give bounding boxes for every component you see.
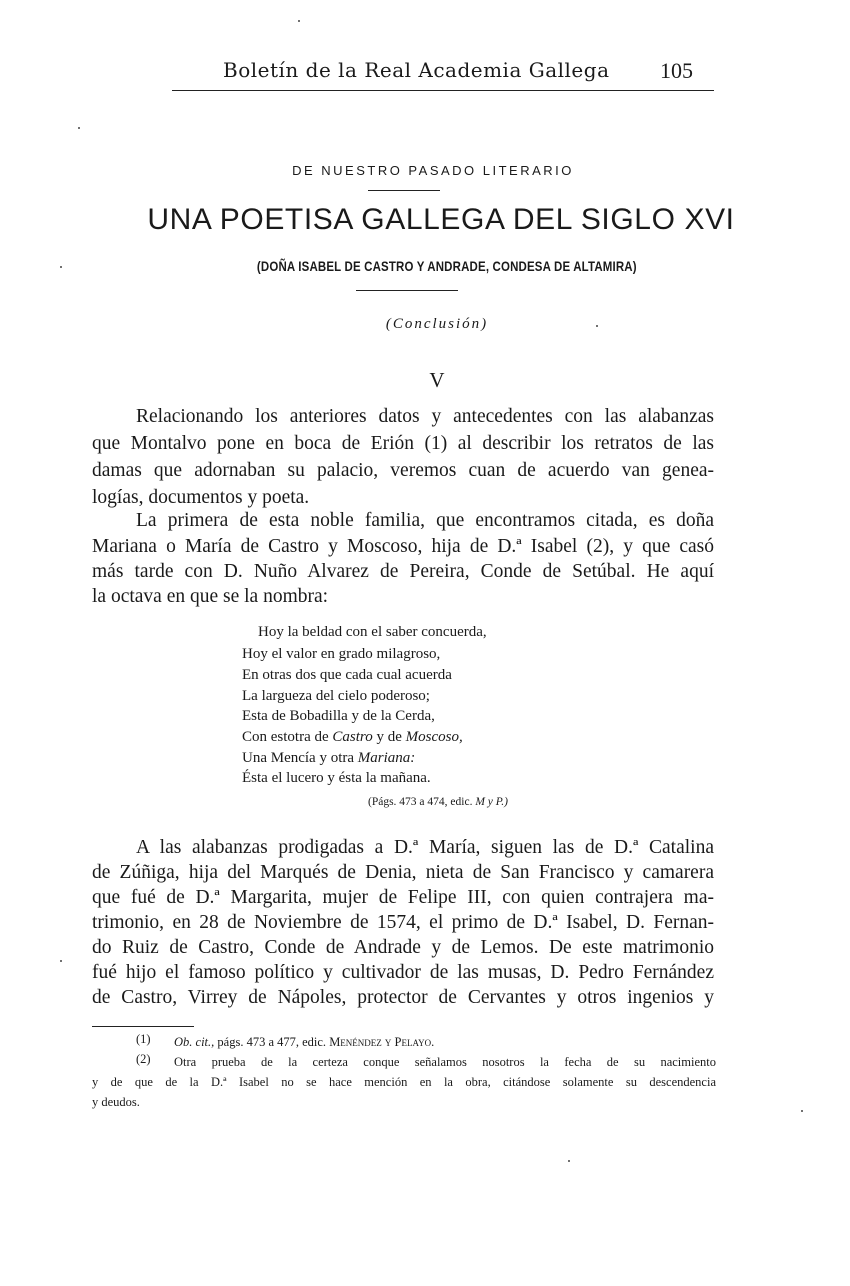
scan-speck <box>801 1110 803 1112</box>
scan-speck <box>78 127 80 129</box>
section-label: DE NUESTRO PASADO LITERARIO <box>292 163 574 178</box>
section-divider <box>368 190 440 191</box>
article-title: UNA POETISA GALLEGA DEL SIGLO XVI <box>147 203 735 236</box>
text-line: que Montalvo pone en boca de Erión (1) al describir los retratos de las <box>92 433 714 454</box>
verse-line: Hoy el valor en grado milagroso, <box>242 646 441 662</box>
text-line: Relacionando los anteriores datos y antecedentes con las alabanzas <box>136 406 714 427</box>
text-line: la octava en que se la nombra: <box>92 586 329 607</box>
verse-text: Con estotra de <box>242 729 333 745</box>
footnote-rule <box>92 1026 194 1027</box>
verse-line: Hoy la beldad con el saber concuerda, <box>258 624 487 640</box>
citation-italic: M y P.) <box>475 796 509 808</box>
article-subtitle: (DOÑA ISABEL DE CASTRO Y ANDRADE, CONDESA DE ALTAMIRA) <box>256 258 637 274</box>
scan-speck <box>596 325 598 327</box>
title-divider <box>356 290 458 291</box>
footnote-2-line: Otra prueba de la certeza conque señalamos nosotros la fecha de su nacimiento <box>174 1055 716 1069</box>
footnote-text: págs. 473 a 477, edic. <box>214 1035 330 1049</box>
text-line: La primera de esta noble familia, que encontramos citada, es doña <box>136 510 714 531</box>
verse-line: En otras dos que cada cual acuerda <box>242 667 452 683</box>
journal-title: Boletín de la Real Academia Gallega <box>223 58 610 82</box>
text-line: que fué de D.ª Margarita, mujer de Felipe III, con quien contrajera ma- <box>92 887 714 908</box>
running-header <box>0 52 850 92</box>
text-line: de Castro, Virrey de Nápoles, protector de Cervantes y otros ingenios y <box>92 987 714 1008</box>
text-line: Mariana o María de Castro y Moscoso, hija de D.ª Isabel (2), y que casó <box>92 536 714 557</box>
scan-speck <box>568 1160 570 1162</box>
text-line: de Zúñiga, hija del Marqués de Denia, nieta de San Francisco y camarera <box>92 862 714 883</box>
text-line: logías, documentos y poeta. <box>92 487 310 508</box>
text-line: do Ruiz de Castro, Conde de Andrade y de Lemos. De este matrimonio <box>92 937 714 958</box>
text-line: fué hijo el famoso político y cultivador de las musas, D. Pedro Fernández <box>92 962 714 983</box>
text-line: damas que adornaban su palacio, veremos cuan de acuerdo van genea- <box>92 460 714 481</box>
scan-speck <box>298 20 300 22</box>
footnote-citation: Ob. cit., <box>174 1035 215 1049</box>
footnote-mark: (2) <box>136 1052 151 1066</box>
continuation-note: (Conclusión) <box>385 316 489 332</box>
verse-line: Esta de Bobadilla y de la Cerda, <box>242 708 435 724</box>
scan-speck <box>60 266 62 268</box>
verse-line <box>242 748 415 769</box>
verse-line: La largueza del cielo poderoso; <box>242 688 430 704</box>
scan-speck <box>60 960 62 962</box>
verse-italic: Castro <box>332 729 373 745</box>
verse-italic: Mariana: <box>357 750 416 766</box>
verse-text: y de <box>372 729 406 745</box>
verse-citation <box>368 796 508 808</box>
footnote-2-line: y de que de la D.ª Isabel no se hace mención en la obra, citándose solamente su descendencia <box>92 1075 716 1089</box>
citation-text: (Págs. 473 a 474, edic. <box>368 796 476 808</box>
verse-line <box>242 727 463 748</box>
footnote-2-line: y deudos. <box>92 1095 140 1109</box>
text-line: más tarde con D. Nuño Alvarez de Pereira, Conde de Setúbal. He aquí <box>92 561 714 582</box>
text-line: A las alabanzas prodigadas a D.ª María, siguen las de D.ª Catalina <box>136 837 714 858</box>
verse-italic: Moscoso, <box>405 729 463 745</box>
chapter-numeral: V <box>429 368 445 392</box>
footnote-1 <box>174 1032 714 1052</box>
verse-line: Ésta el lucero y ésta la mañana. <box>242 770 431 786</box>
verse-text: Una Mencía y otra <box>242 750 358 766</box>
footnote-authors: Menéndez y Pelayo. <box>329 1035 435 1049</box>
footnote-mark: (1) <box>136 1032 151 1046</box>
text-line: trimonio, en 28 de Noviembre de 1574, el primo de D.ª Isabel, D. Fernan- <box>92 912 714 933</box>
page-number: 105 <box>660 58 693 83</box>
header-rule <box>172 90 714 91</box>
